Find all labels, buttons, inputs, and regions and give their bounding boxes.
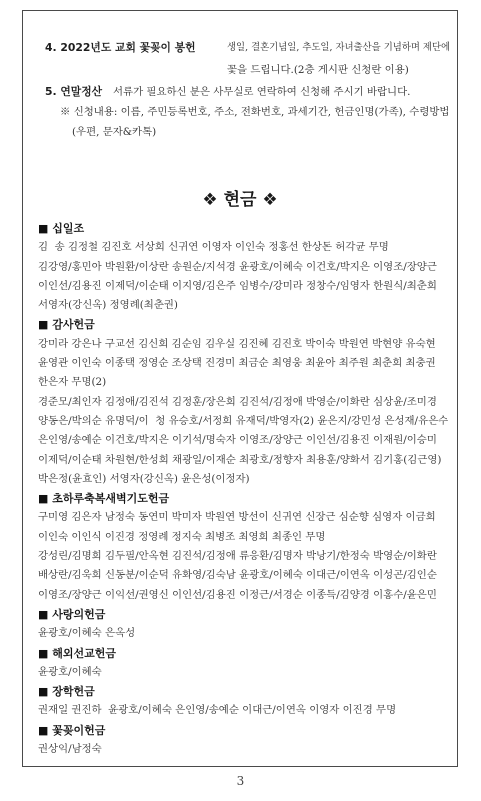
announcement-flower-arrangement	[45, 36, 451, 82]
announcement-year-end-tax	[45, 82, 451, 142]
offering-names-line: 이인숙 이인식 이진경 정영례 정지숙 최병조 최영희 최종인 무명	[38, 530, 326, 543]
offering-names-line: 구미영 김은자 남정숙 동연미 박미자 박원연 방선이 신귀연 신장근 심순향 심영자 이금희	[38, 511, 436, 524]
section-title-scholarship: ■ 장학헌금	[38, 685, 95, 699]
offering-names-line: 한은자 무명(2)	[38, 376, 107, 389]
announcement-note-row	[45, 102, 451, 122]
section-title-dawn-prayer: ■ 초하루축복새벽기도헌금	[38, 492, 170, 506]
announcement-label: 5. 연말정산	[45, 85, 103, 98]
offering-names-line: 경준모/최인자 김정애/김진석 김정훈/장은희 김진석/김정애 박영순/이화란 심상윤/조미경	[38, 395, 437, 408]
section-title-love-offering: ■ 사랑의헌금	[38, 607, 106, 621]
offering-names-line: 김강영/홍민아 박원환/이상란 송원순/지석경 윤광호/이혜숙 이건호/박지은 이영조/장양근	[38, 260, 437, 273]
offering-heading: ❖ 현금 ❖	[202, 190, 278, 210]
announcement-note: (우편, 문자&카톡)	[72, 126, 157, 138]
offering-names-line: 김 송 김정철 김진호 서상희 신귀연 이영자 이인숙 정홍선 한상돈 허각균 무명	[38, 241, 389, 254]
offering-names-line: 은인영/송예순 이건호/박지은 이기석/명숙자 이영조/장양근 이인선/김용진 이재원/이승미	[38, 434, 437, 447]
offering-names-line: 배상란/김욱희 신동분/이순덕 유화영/김숙남 윤광호/이혜숙 이대근/이연옥 이성곤/김인순	[38, 569, 437, 582]
offering-names-line: 양동은/박의순 유명덕/이 청 유승호/서정희 유재덕/박영자(2) 윤은지/강민성 은성재/유은수	[38, 414, 449, 427]
announcement-text: 꽃을 드립니다.(2층 게시판 신청란 이용)	[227, 64, 409, 76]
section-title-flower-offering: ■ 꽃꽂이헌금	[38, 723, 106, 737]
section-title-overseas-mission: ■ 해외선교헌금	[38, 646, 116, 660]
offering-names-line: 권상익/남정숙	[38, 743, 102, 756]
offering-names-line: 윤영관 이인숙 이종택 정영순 조상택 진경미 최금순 최영웅 최윤아 최주원 최춘희 최충권	[38, 357, 436, 370]
announcement-note-row	[45, 122, 451, 142]
offering-names-line: 이인선/김용진 이제덕/이순태 이지영/김은주 임병수/강미라 정창수/임영자 한원식/최춘희	[38, 279, 437, 292]
offering-names-line: 윤광호/이혜숙 은옥성	[38, 627, 136, 640]
announcement-text: 생일, 결혼기념일, 추도일, 자녀출산을 기념하며 제단에	[227, 42, 451, 53]
announcement-row	[45, 36, 451, 59]
offering-names-line: 이제덕/이순태 차원현/한성희 채광일/이재순 최광호/정향자 최용훈/양화서 김기홍(김근영)	[38, 453, 442, 466]
announcement-label: 4. 2022년도 교회 꽃꽂이 봉헌	[45, 41, 196, 54]
announcement-note: ※ 신청내용: 이름, 주민등록번호, 주소, 전화번호, 과세기간, 헌금인명(가족), 수령방법	[60, 106, 450, 118]
offering-names-line: 박은정(윤효인) 서영자(강신옥) 윤은성(이정자)	[38, 472, 250, 485]
offering-names-line: 강미라 강은나 구교선 김신희 김순임 김우실 김진혜 김진호 박이숙 박원연 박현양 유숙현	[38, 337, 436, 350]
offering-names-line: 권재일 권진하 윤광호/이혜숙 은인영/송예순 이대근/이연옥 이영자 이진경 무명	[38, 704, 397, 717]
announcement-row	[45, 59, 451, 82]
offering-list	[38, 219, 450, 759]
offering-names-line: 강성린/김명희 김두필/안옥현 김진석/김정애 류응환/김명자 박낭기/한정숙 박영순/이화란	[38, 550, 437, 563]
announcement-text: 서류가 필요하신 분은 사무실로 연락하여 신청해 주시기 바랍니다.	[113, 86, 411, 98]
announcements	[45, 36, 451, 142]
announcement-row	[45, 82, 451, 102]
offering-names-line: 서영자(강신옥) 정영례(최춘권)	[38, 299, 178, 312]
offering-names-line: 이영조/장양근 이익선/권영신 이인선/김용진 이정근/서경순 이종득/김양경 이홍수/윤은민	[38, 588, 437, 601]
section-title-thanksgiving: ■ 감사헌금	[38, 318, 95, 332]
section-title-tithe: ■ 십일조	[38, 222, 85, 235]
offering-names-line: 윤광호/이혜숙	[38, 665, 102, 678]
page-number: 3	[236, 774, 245, 788]
